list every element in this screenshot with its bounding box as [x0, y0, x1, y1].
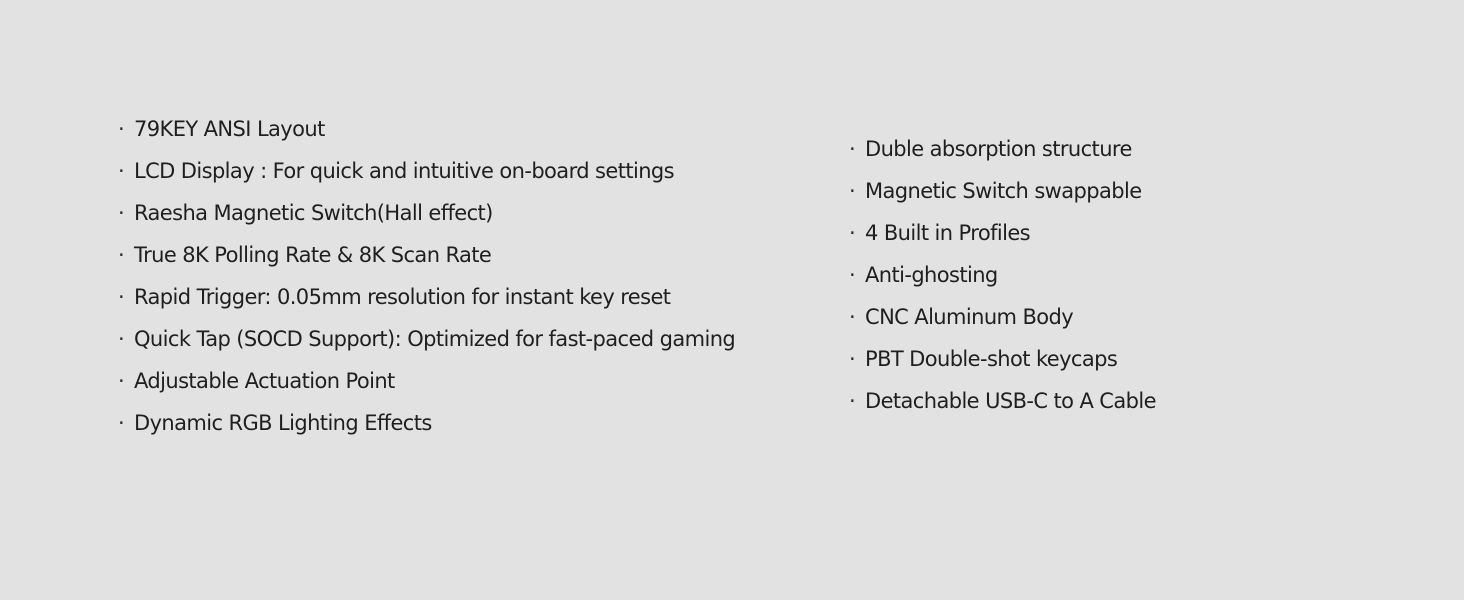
feature-item	[118, 367, 735, 409]
bullet-dot: ·	[118, 327, 125, 351]
feature-item	[118, 115, 735, 157]
feature-item	[849, 261, 1156, 303]
feature-text: Duble absorption structure	[865, 137, 1132, 161]
feature-item	[118, 325, 735, 367]
bullet-dot: ·	[118, 117, 125, 141]
bullet-dot: ·	[849, 305, 856, 329]
bullet-dot: ·	[118, 243, 125, 267]
feature-item	[118, 409, 735, 451]
feature-item	[849, 387, 1156, 429]
feature-item	[118, 199, 735, 241]
feature-text: Rapid Trigger: 0.05mm resolution for instant key reset	[134, 285, 671, 309]
bullet-dot: ·	[118, 285, 125, 309]
feature-text: Quick Tap (SOCD Support): Optimized for fast-paced gaming	[134, 327, 736, 351]
feature-text: True 8K Polling Rate & 8K Scan Rate	[134, 243, 492, 267]
feature-text: Detachable USB-C to A Cable	[865, 389, 1156, 413]
feature-item	[118, 241, 735, 283]
feature-text: PBT Double-shot keycaps	[865, 347, 1118, 371]
feature-item	[118, 157, 735, 199]
feature-item	[849, 135, 1156, 177]
bullet-dot: ·	[118, 201, 125, 225]
feature-text: Magnetic Switch swappable	[865, 179, 1142, 203]
feature-text: Adjustable Actuation Point	[134, 369, 395, 393]
feature-text: 79KEY ANSI Layout	[134, 117, 325, 141]
bullet-dot: ·	[849, 221, 856, 245]
feature-list-left	[118, 115, 735, 451]
bullet-dot: ·	[849, 347, 856, 371]
bullet-dot: ·	[849, 179, 856, 203]
feature-item	[849, 345, 1156, 387]
bullet-dot: ·	[849, 263, 856, 287]
feature-text: Anti-ghosting	[865, 263, 998, 287]
bullet-dot: ·	[118, 411, 125, 435]
feature-item	[849, 219, 1156, 261]
feature-text: 4 Built in Profiles	[865, 221, 1030, 245]
feature-item	[849, 177, 1156, 219]
bullet-dot: ·	[849, 137, 856, 161]
feature-text: CNC Aluminum Body	[865, 305, 1074, 329]
feature-text: LCD Display : For quick and intuitive on-board settings	[134, 159, 674, 183]
feature-text: Dynamic RGB Lighting Effects	[134, 411, 432, 435]
bullet-dot: ·	[118, 369, 125, 393]
feature-item	[118, 283, 735, 325]
feature-text: Raesha Magnetic Switch(Hall effect)	[134, 201, 493, 225]
feature-item	[849, 303, 1156, 345]
bullet-dot: ·	[118, 159, 125, 183]
bullet-dot: ·	[849, 389, 856, 413]
feature-list-right	[849, 135, 1156, 429]
